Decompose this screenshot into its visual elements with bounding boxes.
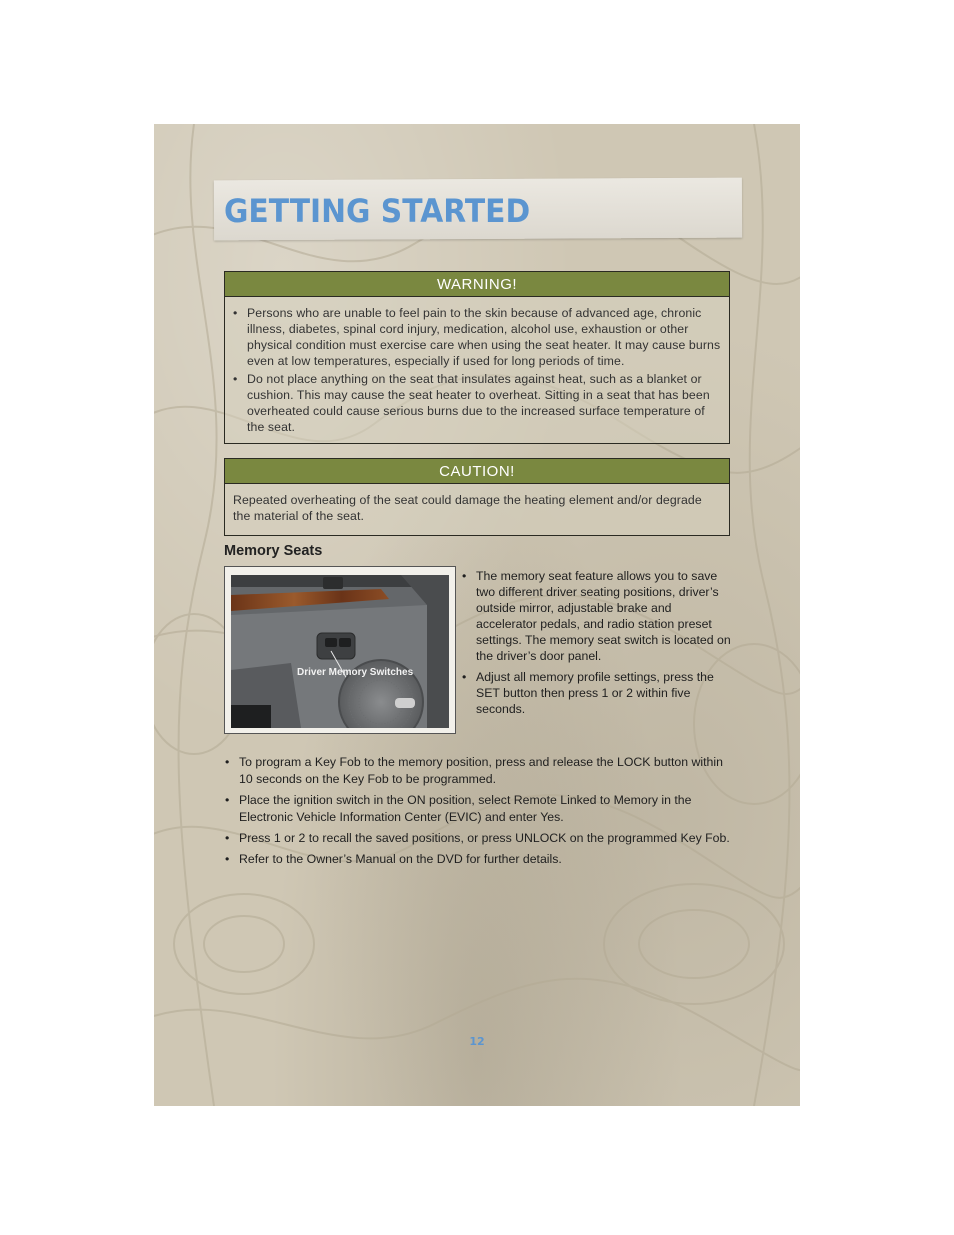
page-number: 12 — [469, 1035, 485, 1048]
memory-side-item: • Adjust all memory profile settings, press the SET button then press 1 or 2 within five seconds. — [461, 669, 731, 717]
memory-item: • Refer to the Owner’s Manual on the DVD for further details. — [224, 851, 734, 868]
caution-heading: CAUTION! — [225, 459, 729, 484]
caution-box — [224, 458, 730, 536]
memory-item: • Place the ignition switch in the ON position, select Remote Linked to Memory in the Electronic Vehicle Information Center (EVIC) and enter Yes. — [224, 792, 734, 826]
photo-caption: Driver Memory Switches — [297, 667, 414, 678]
memory-side-list — [461, 568, 731, 722]
page-title: GETTING STARTED — [224, 192, 531, 230]
warning-box — [224, 271, 730, 444]
door-panel-illustration — [231, 575, 449, 728]
memory-item: • Press 1 or 2 to recall the saved positions, or press UNLOCK on the programmed Key Fob. — [224, 830, 734, 847]
caution-text: Repeated overheating of the seat could damage the heating element and/or degrade the material of the seat. — [233, 493, 702, 523]
warning-item: • Persons who are unable to feel pain to the skin because of advanced age, chronic illness, diabetes, spinal cord injury, medication, alcohol use, exhaustion or other physical condition must exercise care when using the seat heater. It may cause burns even at low temperatures, especially if used for long periods of time. — [233, 305, 721, 369]
memory-seats-heading: Memory Seats — [224, 543, 323, 559]
manual-page — [154, 124, 800, 1106]
memory-list — [224, 754, 734, 872]
memory-switch-photo-frame — [224, 566, 456, 734]
memory-side-item: • The memory seat feature allows you to save two different driver seating positions, driver’s outside mirror, adjustable brake and accelerator pedals, and radio station preset settings. The memory seat switch is located on the driver’s door panel. — [461, 568, 731, 664]
memory-switch-photo — [231, 575, 449, 728]
warning-item: • Do not place anything on the seat that insulates against heat, such as a blanket or cushion. This may cause the seat heater to overheat. Sitting in a seat that has been overheated could cause serious burns due to the increased surface temperature of the seat. — [233, 371, 721, 435]
warning-heading: WARNING! — [225, 272, 729, 297]
warning-list — [225, 297, 729, 435]
memory-item: • To program a Key Fob to the memory position, press and release the LOCK button within 10 seconds on the Key Fob to be programmed. — [224, 754, 734, 788]
